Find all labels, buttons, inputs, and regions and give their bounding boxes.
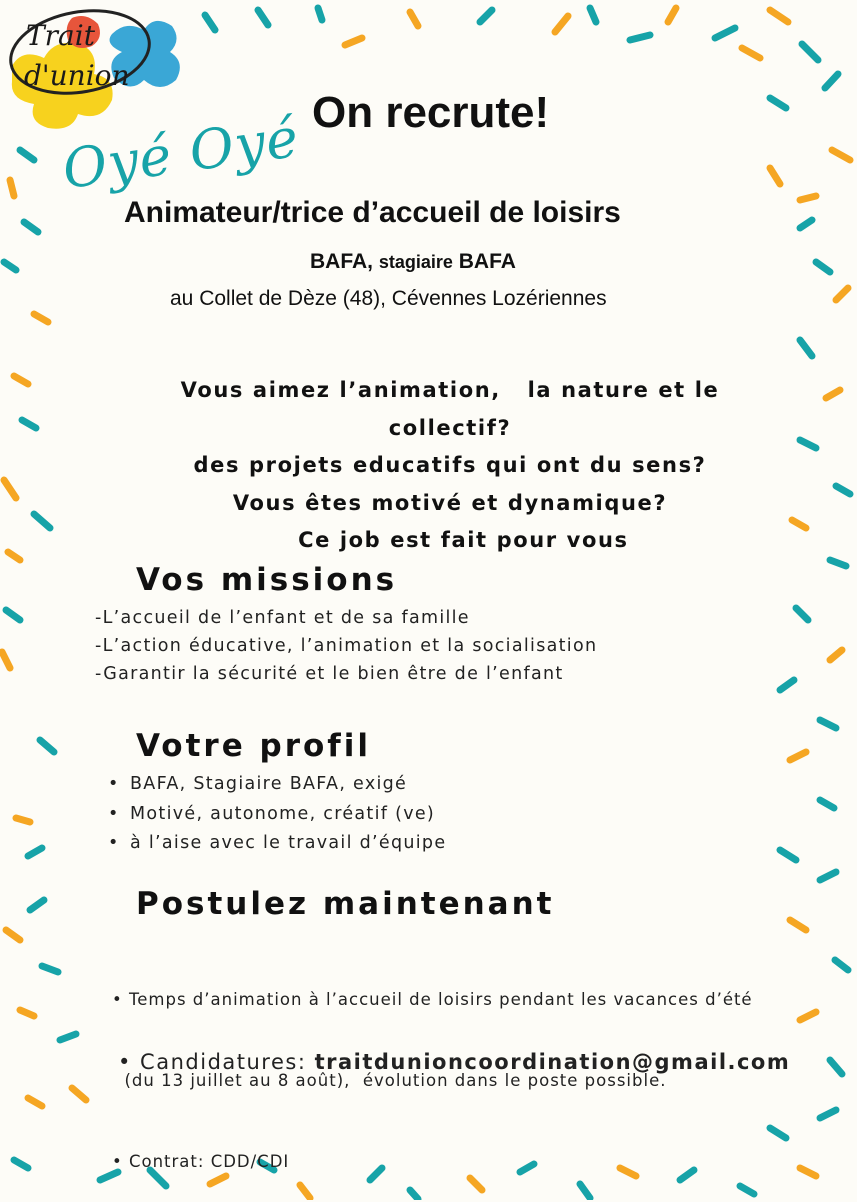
confetti-dash [715,28,735,38]
contact-label: • Candidatures: [118,1050,315,1074]
confetti-dash [24,222,38,232]
list-item: • Motivé, autonome, créatif (ve) [108,800,446,830]
confetti-dash [816,262,830,272]
confetti-dash [34,314,48,322]
contact-email-link[interactable]: traitdunioncoordination@gmail.com [314,1050,791,1074]
confetti-dash [800,1168,816,1176]
tagline: Oyé Oyé [58,105,303,202]
confetti-dash [830,560,846,566]
apply-heading: Postulez maintenant [136,886,555,922]
confetti-dash [630,35,650,40]
requirement-small: stagiaire [378,252,453,272]
confetti-dash [20,1010,34,1016]
confetti-dash [770,98,786,108]
confetti-dash [16,818,30,822]
list-item: • Contrat: CDD/CDI [112,1152,290,1171]
confetti-dash [34,514,50,528]
bullet-icon: • [108,833,120,853]
confetti-dash [800,1012,816,1020]
confetti-dash [800,440,816,448]
confetti-dash [820,1110,836,1118]
confetti-dash [14,376,28,384]
confetti-dash [28,848,42,856]
logo-line2: d'union [24,59,130,92]
job-title: Animateur/trice d’accueil de loisirs [124,196,621,229]
confetti-dash [800,340,812,356]
profile-list [108,770,446,859]
confetti-dash [802,44,818,60]
list-item: -Garantir la sécurité et le bien être de l’enfant [95,664,564,684]
confetti-dash [836,288,848,300]
requirement-main: BAFA, [310,250,373,273]
confetti-dash [6,610,20,620]
confetti-dash [4,480,16,498]
list-item: • à l’aise avec le travail d’équipe [108,829,446,859]
confetti-dash [60,1034,76,1040]
confetti-dash [42,966,58,972]
confetti-dash [780,680,794,690]
confetti-dash [8,552,20,560]
confetti-dash [10,180,14,196]
pitch-line: Vous aimez l’animation, la nature et le [180,378,720,402]
list-item: (du 13 juillet au 8 août), évolution dans le poste possible. [112,1071,667,1090]
confetti-dash [345,38,362,45]
confetti-dash [835,960,848,970]
logo-line1: Trait [26,19,95,52]
confetti-dash [480,10,492,22]
bullet-icon: • [108,803,120,824]
list-item: -L’accueil de l’enfant et de sa famille [95,608,470,628]
confetti-dash [22,420,36,428]
confetti-dash [770,168,780,184]
confetti-dash [820,720,836,728]
list-item: -L’action éducative, l’animation et la socialisation [95,636,598,656]
confetti-dash [820,800,834,808]
confetti-dash [6,930,20,940]
confetti-dash [28,1098,42,1106]
confetti-dash [410,12,418,26]
confetti-dash [30,900,44,910]
confetti-dash [780,850,796,860]
confetti-dash [668,8,676,22]
application-contact [118,1050,790,1074]
pitch-line: collectif? [388,415,512,440]
confetti-dash [40,740,54,752]
confetti-dash [790,752,806,760]
confetti-dash [742,48,760,58]
confetti-dash [555,16,568,32]
confetti-dash [800,220,812,228]
confetti-dash [4,262,16,270]
list-item: • BAFA, Stagiaire BAFA, exigé [108,770,446,800]
trait-d-union-logo [4,4,189,134]
pitch-block [120,372,780,560]
confetti-dash [830,650,842,660]
confetti-dash [792,520,806,528]
confetti-dash [318,8,322,20]
page-title: On recrute! [312,88,550,137]
confetti-dash [14,1160,28,1168]
confetti-dash [836,486,850,494]
confetti-dash [590,8,596,22]
confetti-dash [72,1088,86,1100]
missions-heading: Vos missions [136,562,398,598]
pitch-line: Ce job est fait pour vous [271,528,629,552]
confetti-dash [770,1128,786,1138]
confetti-dash [258,10,268,25]
confetti-dash [832,150,850,160]
confetti-dash [820,872,836,880]
confetti-dash [830,1060,842,1074]
bullet-icon: • [108,774,120,794]
location: au Collet de Dèze (48), Cévennes Lozériennes [170,287,607,310]
confetti-dash [770,10,788,22]
confetti-dash [825,74,838,88]
missions-list [95,604,597,688]
confetti-dash [20,150,34,160]
confetti-dash [800,196,816,200]
confetti-dash [205,15,215,30]
confetti-dash [790,920,806,930]
pitch-line: Vous êtes motivé et dynamique? [232,490,668,515]
requirement-end: BAFA [458,250,516,273]
pitch-line: des projets educatifs qui ont du sens? [193,453,707,477]
requirement-line [310,250,516,274]
confetti-dash [2,652,10,668]
confetti-dash [826,390,840,398]
profile-heading: Votre profil [136,728,372,764]
list-item: • Temps d’animation à l’accueil de loisirs pendant les vacances d’été [112,990,753,1009]
confetti-dash [796,608,808,620]
